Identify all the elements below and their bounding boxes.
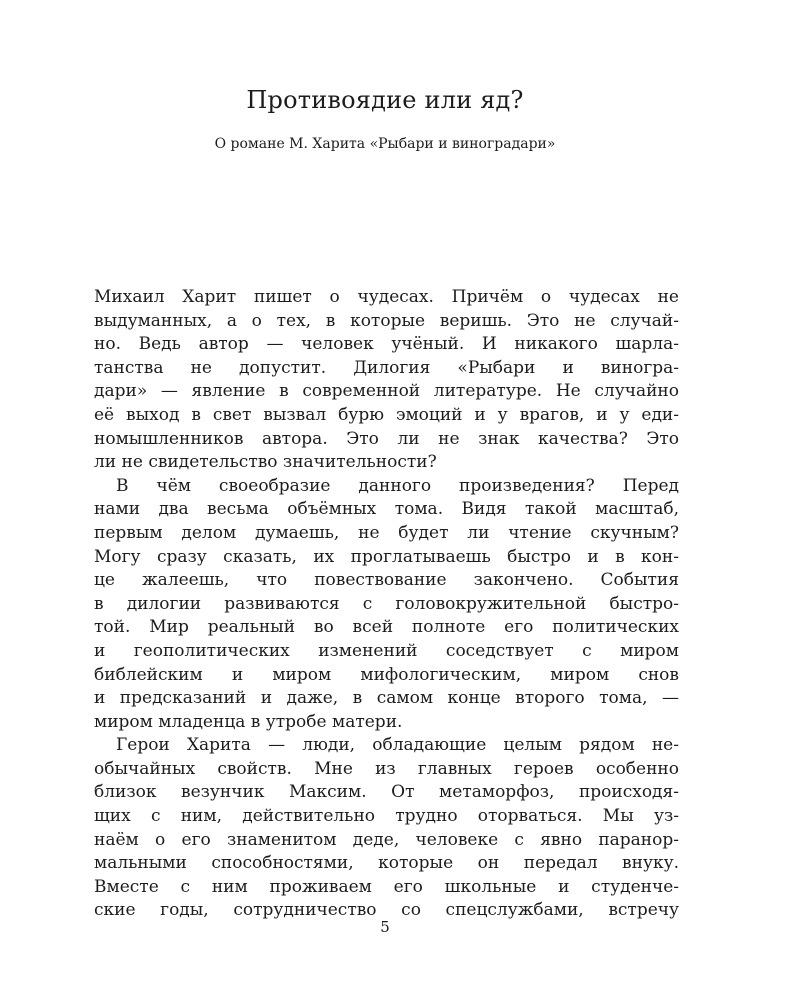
text-line: наём о его знаменитом деде, человеке с явно паранор- [94,829,679,850]
text-line: це жалеешь, что повествование закончено. События [94,570,679,591]
text-line: В чём своеобразие данного произведения? Перед [116,475,679,496]
text-line: Герои Харита — люди, обладающие целым рядом не- [116,735,679,756]
text-line: библейским и миром мифологическим, миром снов [94,664,679,685]
text-line: Могу сразу сказать, их проглатываешь быстро и в кон- [94,546,679,567]
text-line: ли не свидетельство значительности? [94,452,437,473]
chapter-subtitle: О романе М. Харита «Рыбари и виноградари» [214,136,556,152]
text-line: и предсказаний и даже, в самом конце второго тома, — [94,688,679,709]
text-line: Вместе с ним проживаем его школьные и студенче- [94,876,679,897]
text-line: Михаил Харит пишет о чудесах. Причём о чудесах не [94,287,679,307]
paragraph-3 [94,734,679,923]
paragraph-1 [94,286,679,475]
text-line: миром младенца в утробе матери. [94,711,403,732]
text-line: выдуманных, а о тех, в которые веришь. Это не случай- [94,310,679,331]
text-line: но. Ведь автор — человек учёный. И никакого шарла- [94,334,679,355]
text-line: дари» — явление в современной литературе. Не случайно [94,381,679,402]
text-line: номышленников автора. Это ли не знак качества? Это [94,428,679,449]
paragraph-2 [94,475,679,735]
chapter-title: Противоядие или яд? [246,86,524,114]
text-line: той. Мир реальный во всей полноте его политических [94,617,679,638]
body-text [94,286,679,923]
text-line: первым делом думаешь, не будет ли чтение скучным? [94,522,679,543]
text-line: и геополитических изменений соседствует с миром [94,640,679,661]
text-line: её выход в свет вызвал бурю эмоций и у врагов, и у еди- [94,404,679,425]
page-number: 5 [380,918,390,936]
text-line: танства не допустит. Дилогия «Рыбари и виногра- [94,357,679,378]
text-line: в дилогии развиваются с головокружительной быстро- [94,593,679,614]
text-line: ские годы, сотрудничество со спецслужбами, встречу [94,900,679,921]
text-line: обычайных свойств. Мне из главных героев особенно [94,758,679,779]
text-line: близок везунчик Максим. От метаморфоз, происходя- [94,782,679,803]
text-line: нами два весьма объёмных тома. Видя такой масштаб, [94,499,679,520]
text-line: щих с ним, действительно трудно оторваться. Мы уз- [94,806,679,827]
text-line: мальными способностями, которые он передал внуку. [94,853,679,874]
